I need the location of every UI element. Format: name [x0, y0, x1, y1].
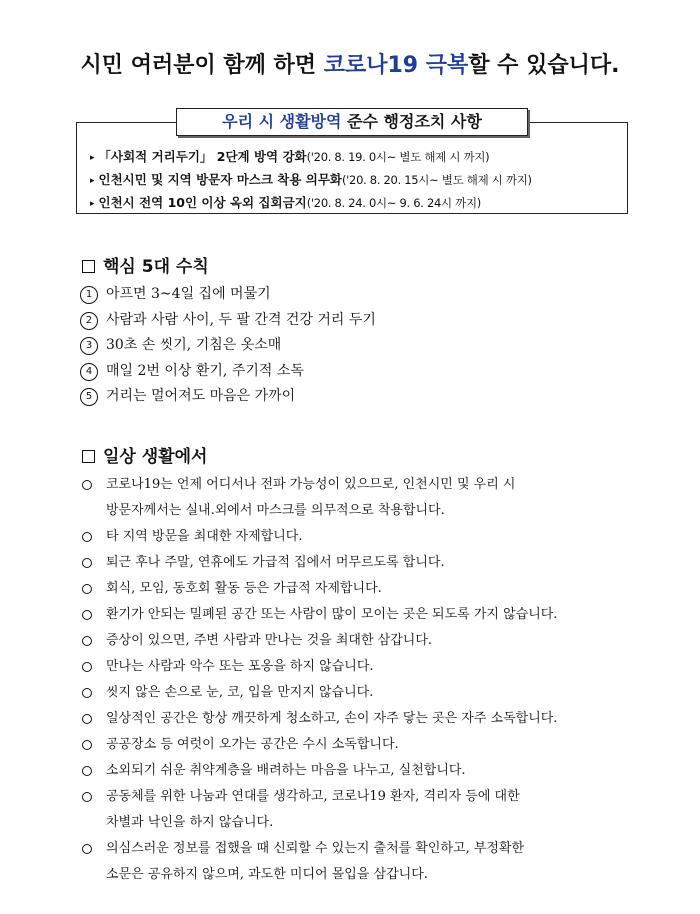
circle-bullet-icon	[82, 610, 92, 620]
triangle-bullet-icon: ▸	[90, 176, 95, 186]
daily-list	[82, 472, 642, 888]
circled-number-icon: 2	[80, 312, 98, 330]
checkbox-square-icon	[82, 450, 95, 463]
rule-item	[80, 308, 376, 334]
list-item	[82, 628, 642, 654]
page-title	[0, 48, 700, 79]
rule-text: 아프면 3~4일 집에 머물기	[106, 286, 271, 302]
notice-line	[90, 146, 620, 169]
notice-label	[176, 108, 528, 136]
triangle-bullet-icon: ▸	[90, 153, 95, 163]
circled-number-icon: 5	[80, 388, 98, 406]
notice-line	[90, 169, 620, 192]
rule-text: 사람과 사람 사이, 두 팔 간격 건강 거리 두기	[106, 311, 376, 328]
list-item	[82, 576, 642, 602]
circle-bullet-icon	[82, 792, 92, 802]
circle-bullet-icon	[82, 662, 92, 672]
notice-line-title: 인천시 전역 10인 이상 옥외 집회금지	[98, 195, 307, 210]
daily-section-title	[82, 442, 207, 467]
list-item	[82, 524, 642, 550]
daily-title-text: 일상 생활에서	[103, 447, 208, 467]
notice-line-date: ('20. 8. 20. 15시~ 별도 해제 시 까지)	[342, 173, 532, 187]
list-item-text: 퇴근 후나 주말, 연휴에도 가급적 집에서 머무르도록 합니다.	[106, 555, 445, 570]
list-item-text: 소문은 공유하지 않으며, 과도한 미디어 몰입을 삼갑니다.	[106, 867, 428, 882]
list-item	[82, 732, 642, 758]
title-highlight: 코로나19 극복	[323, 53, 469, 78]
circle-bullet-icon	[82, 688, 92, 698]
circle-bullet-icon	[82, 766, 92, 776]
list-item-text: 씻지 않은 손으로 눈, 코, 입을 만지지 않습니다.	[106, 685, 374, 700]
list-item-text: 환기가 안되는 밀폐된 공간 또는 사람이 많이 모이는 곳은 되도록 가지 않습니다.	[106, 607, 558, 622]
triangle-bullet-icon: ▸	[90, 199, 95, 209]
notice-lines	[90, 146, 620, 215]
rule-item	[80, 384, 376, 410]
rule-item	[80, 282, 376, 308]
circle-bullet-icon	[82, 584, 92, 594]
list-item-continuation	[82, 498, 642, 524]
rule-item	[80, 333, 376, 359]
notice-line-date: ('20. 8. 24. 0시~ 9. 6. 24시 까지)	[306, 196, 481, 210]
checkbox-square-icon	[82, 260, 95, 273]
list-item-text: 일상적인 공간은 항상 깨끗하게 청소하고, 손이 자주 닿는 곳은 자주 소독합니다.	[106, 711, 558, 726]
rule-text: 매일 2번 이상 환기, 주기적 소독	[106, 362, 304, 379]
notice-line-title: 인천시민 및 지역 방문자 마스크 착용 의무화	[98, 172, 342, 187]
list-item	[82, 602, 642, 628]
list-item-continuation	[82, 810, 642, 836]
circle-bullet-icon	[82, 844, 92, 854]
list-item-text: 공공장소 등 여럿이 오가는 공간은 수시 소독합니다.	[106, 737, 399, 752]
rule-item	[80, 359, 376, 385]
circled-number-icon: 4	[80, 363, 98, 381]
circled-number-icon: 1	[80, 286, 98, 304]
rule-text: 30초 손 씻기, 기침은 옷소매	[106, 337, 282, 353]
circle-bullet-icon	[82, 558, 92, 568]
list-item-text: 차별과 낙인을 하지 않습니다.	[106, 815, 274, 830]
title-part2: 할 수 있습니다.	[468, 53, 620, 78]
notice-line-title: 「사회적 거리두기」 2단계 방역 강화	[98, 149, 307, 164]
list-item	[82, 706, 642, 732]
circled-number-icon: 3	[80, 337, 98, 355]
list-item-text: 증상이 있으면, 주변 사람과 만나는 것을 최대한 삼갑니다.	[106, 633, 433, 648]
rules-section-title	[82, 252, 209, 277]
list-item-text: 공동체를 위한 나눔과 연대를 생각하고, 코로나19 환자, 격리자 등에 대한	[106, 789, 520, 804]
list-item-continuation	[82, 862, 642, 888]
notice-line	[90, 192, 620, 215]
list-item-text: 코로나19는 언제 어디서나 전파 가능성이 있으므로, 인천시민 및 우리 시	[106, 477, 516, 492]
list-item-text: 회식, 모임, 동호회 활동 등은 가급적 자제합니다.	[106, 581, 382, 596]
list-item-text: 소외되기 쉬운 취약계층을 배려하는 마음을 나누고, 실천합니다.	[106, 763, 466, 778]
title-part1: 시민 여러분이 함께 하면	[80, 53, 324, 78]
circle-bullet-icon	[82, 636, 92, 646]
list-item-text: 만나는 사람과 악수 또는 포옹을 하지 않습니다.	[106, 659, 374, 674]
circle-bullet-icon	[82, 714, 92, 724]
list-item	[82, 654, 642, 680]
rules-list	[80, 282, 376, 410]
list-item	[82, 836, 642, 862]
list-item-text: 방문자께서는 실내.외에서 마스크를 의무적으로 착용합니다.	[106, 503, 445, 518]
list-item-text: 의심스러운 정보를 접했을 때 신뢰할 수 있는지 출처를 확인하고, 부정확한	[106, 841, 525, 856]
list-item	[82, 472, 642, 498]
circle-bullet-icon	[82, 532, 92, 542]
list-item	[82, 784, 642, 810]
list-item	[82, 550, 642, 576]
circle-bullet-icon	[82, 740, 92, 750]
notice-label-highlight: 우리 시 생활방역	[222, 112, 342, 131]
rules-title-text: 핵심 5대 수칙	[103, 257, 209, 277]
circle-bullet-icon	[82, 480, 92, 490]
list-item	[82, 758, 642, 784]
notice-line-date: ('20. 8. 19. 0시~ 별도 해제 시 까지)	[306, 150, 490, 164]
rule-text: 거리는 멀어져도 마음은 가까이	[106, 388, 296, 404]
list-item	[82, 680, 642, 706]
notice-label-rest: 준수 행정조치 사항	[341, 112, 482, 131]
list-item-text: 타 지역 방문을 최대한 자제합니다.	[106, 529, 303, 544]
